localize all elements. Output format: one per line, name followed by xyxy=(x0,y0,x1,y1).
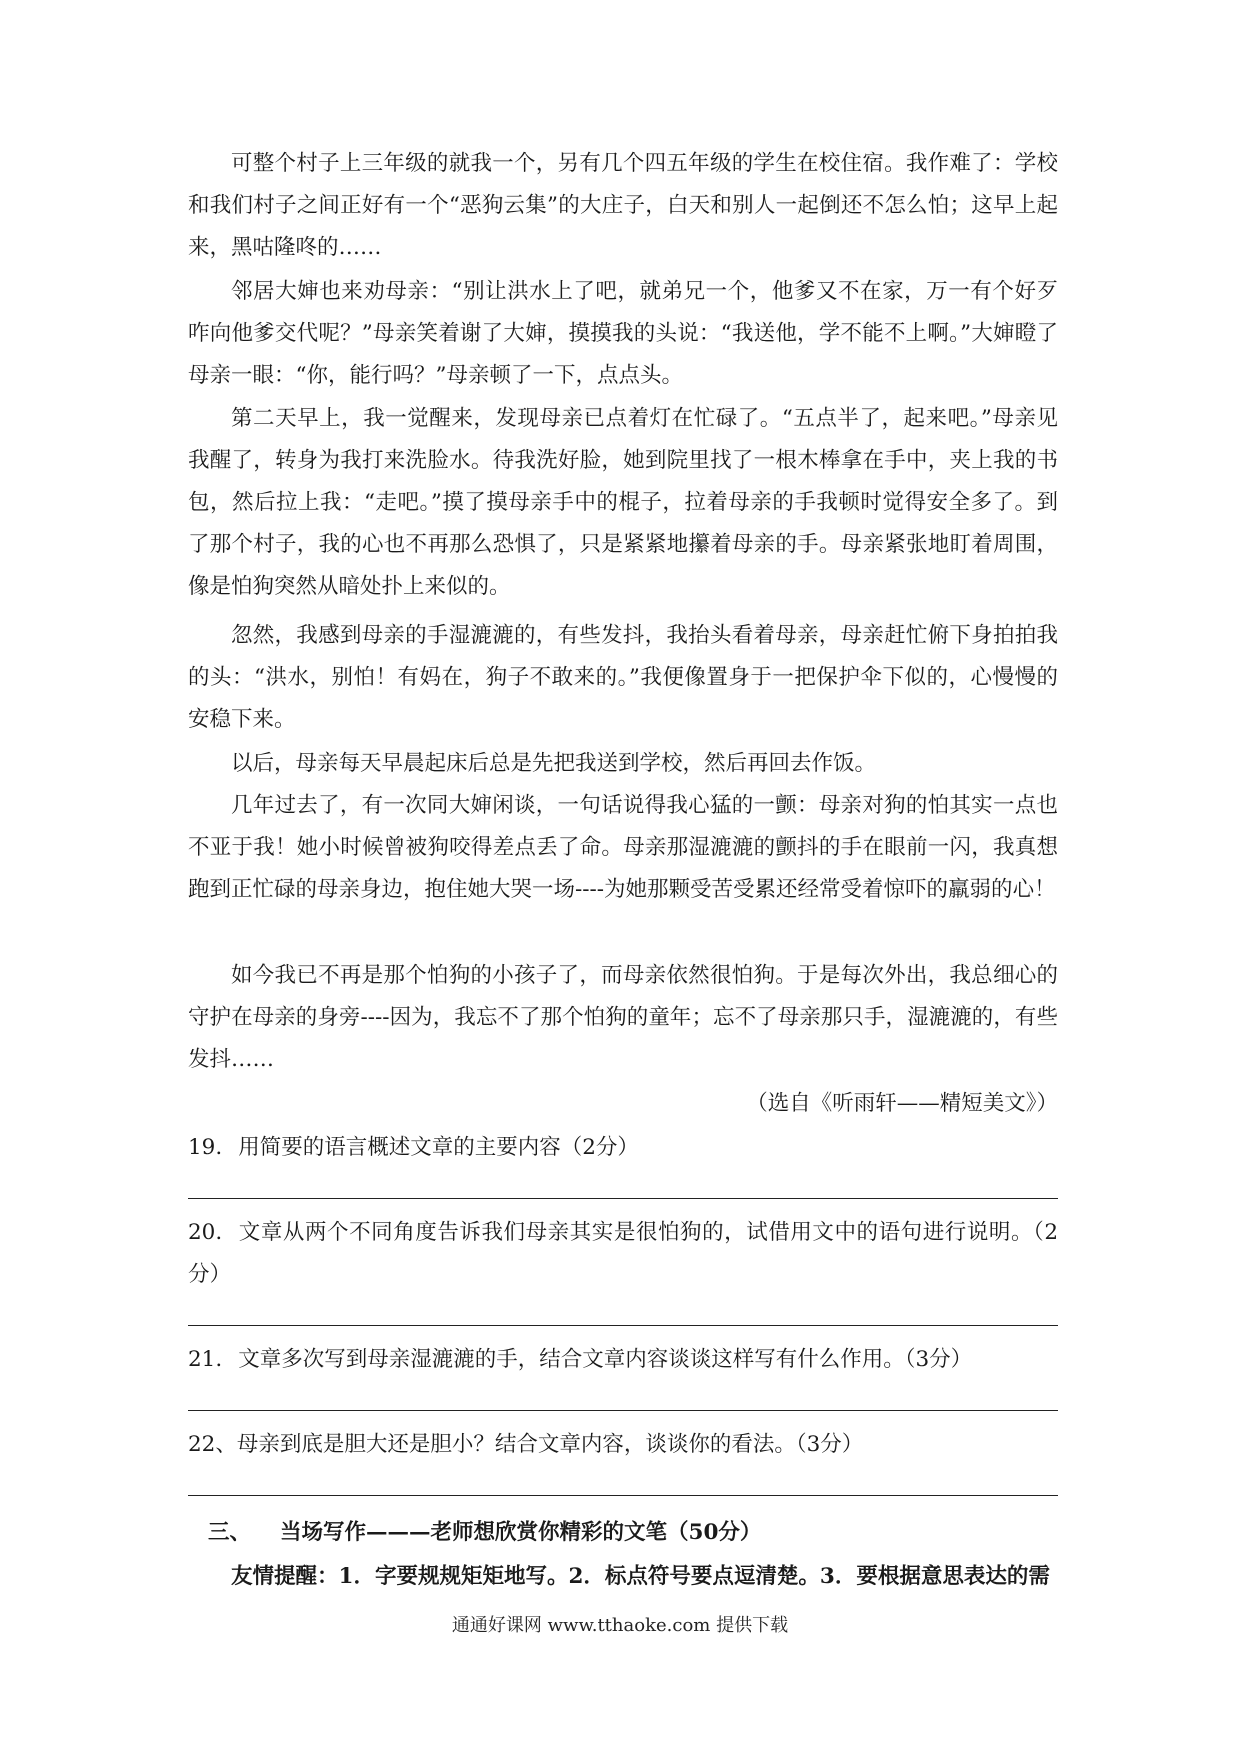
passage-paragraph-6: 几年过去了，有一次同大婶闲谈，一句话说得我心猛的一颤：母亲对狗的怕其实一点也不亚于我！她小时候曾被狗咬得差点丢了命。母亲那湿漉漉的颤抖的手在眼前一闪，我真想跑到正忙碌的母亲身边，抱住她大哭一场----为她那颗受苦受累还经常受着惊吓的羸弱的心！ xyxy=(188,793,1058,902)
answer-line-21[interactable] xyxy=(188,1410,1058,1411)
question-19 xyxy=(188,1127,1058,1169)
question-text: 文章从两个不同角度告诉我们母亲其实是很怕狗的，试借用文中的语句进行说明。（2分） xyxy=(188,1220,1058,1287)
passage-source: （选自《听雨轩——精短美文》） xyxy=(746,1091,1058,1116)
question-text: 用简要的语言概述文章的主要内容（2分） xyxy=(238,1135,639,1160)
question-number: 21. xyxy=(188,1347,223,1372)
question-text: 母亲到底是胆大还是胆小？结合文章内容，谈谈你的看法。（3分） xyxy=(236,1432,864,1457)
passage-paragraph-3: 第二天早上，我一觉醒来，发现母亲已点着灯在忙碌了。“五点半了，起来吧。”母亲见我醒了，转身为我打来洗脸水。待我洗好脸，她到院里找了一根木棒拿在手中，夹上我的书包，然后拉上我：“走吧。”摸了摸母亲手中的棍子，拉着母亲的手我顿时觉得安全多了。到了那个村子，我的心也不再那么恐惧了，只是紧紧地攥着母亲的手。母亲紧张地盯着周围，像是怕狗突然从暗处扑上来似的。 xyxy=(188,406,1058,599)
question-22 xyxy=(188,1424,1058,1466)
question-number: 20. xyxy=(188,1220,223,1245)
question-number: 22、 xyxy=(188,1432,237,1457)
question-number: 19. xyxy=(188,1135,223,1160)
answer-line-20[interactable] xyxy=(188,1325,1058,1326)
section-numeral: 三、 xyxy=(208,1520,252,1545)
passage-paragraph-4: 忽然，我感到母亲的手湿漉漉的，有些发抖，我抬头看着母亲，母亲赶忙俯下身拍拍我的头：“洪水，别怕！有妈在，狗子不敢来的。”我便像置身于一把保护伞下似的，心慢慢的安稳下来。 xyxy=(188,623,1058,732)
section-heading xyxy=(208,1512,761,1554)
section-title: 当场写作———老师想欣赏你精彩的文笔（50分） xyxy=(280,1520,762,1545)
question-21 xyxy=(188,1339,1058,1381)
passage-paragraph-7: 如今我已不再是那个怕狗的小孩子了，而母亲依然很怕狗。于是每次外出，我总细心的守护在母亲的身旁----因为，我忘不了那个怕狗的童年；忘不了母亲那只手，湿漉漉的，有些发抖…… xyxy=(188,963,1058,1072)
passage-paragraph-2: 邻居大婶也来劝母亲：“别让洪水上了吧，就弟兄一个，他爹又不在家，万一有个好歹咋向他爹交代呢？”母亲笑着谢了大婶，摸摸我的头说：“我送他，学不能不上啊。”大婶瞪了母亲一眼：“你，能行吗？”母亲顿了一下，点点头。 xyxy=(188,279,1058,388)
writing-hint: 友情提醒：1．字要规规矩矩地写。2．标点符号要点逗清楚。3．要根据意思表达的需 xyxy=(231,1564,1050,1589)
page-footer: 通通好课网 www.tthaoke.com 提供下载 xyxy=(451,1615,789,1636)
passage-paragraph-1: 可整个村子上三年级的就我一个，另有几个四五年级的学生在校住宿。我作难了：学校和我们村子之间正好有一个“恶狗云集”的大庄子，白天和别人一起倒还不怎么怕；这早上起来，黑咕隆咚的…… xyxy=(188,151,1058,260)
question-text: 文章多次写到母亲湿漉漉的手，结合文章内容谈谈这样写有什么作用。（3分） xyxy=(238,1347,973,1372)
passage-paragraph-5: 以后，母亲每天早晨起床后总是先把我送到学校，然后再回去作饭。 xyxy=(231,751,877,776)
answer-line-22[interactable] xyxy=(188,1495,1058,1496)
answer-line-19[interactable] xyxy=(188,1198,1058,1199)
question-20 xyxy=(188,1212,1058,1296)
